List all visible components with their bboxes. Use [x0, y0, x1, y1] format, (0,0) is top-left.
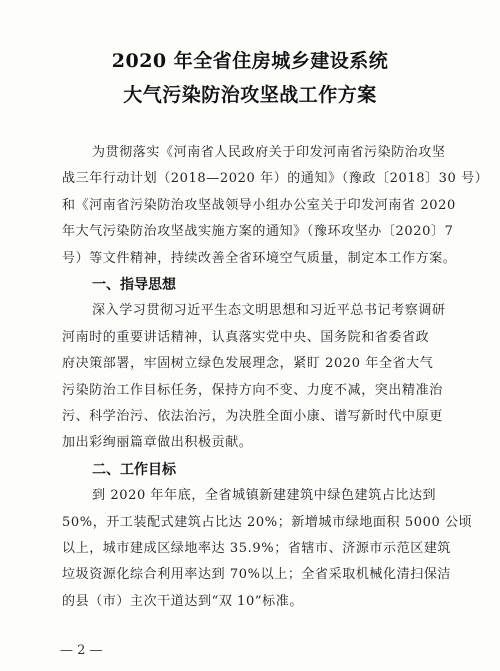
- intro-line-1: 为贯彻落实《河南省人民政府关于印发河南省污染防治攻坚: [92, 145, 446, 160]
- document-title-line-2: 大气污染防治攻坚战工作方案: [123, 84, 377, 106]
- intro-line-4: 年大气污染防治攻坚战实施方案的通知》（豫环攻坚办〔2020〕7: [62, 224, 454, 239]
- section1-line-3: 府决策部署，牢固树立绿色发展理念，紧盯 2020 年全省大气: [62, 356, 434, 371]
- section1-line-1: 深入学习贯彻习近平生态文明思想和习近平总书记考察调研: [92, 303, 446, 318]
- section2-line-1: 到 2020 年年底，全省城镇新建建筑中绿色建筑占比达到: [92, 488, 437, 503]
- section2-line-3: 以上，城市建成区绿地率达 35.9%；省辖市、济源市示范区建筑: [62, 541, 452, 556]
- section1-line-2: 河南时的重要讲话精神，认真落实党中央、国务院和省委省政: [62, 330, 430, 345]
- section-heading-guiding-thought: 一、指导思想: [92, 277, 176, 293]
- page-number: — 2 —: [60, 643, 103, 658]
- section2-line-4: 垃圾资源化综合利用率达到 70%以上；全省采取机械化清扫保洁: [62, 567, 452, 582]
- section2-line-2: 50%，开工装配式建筑占比达 20%；新增城市绿地面积 5000 公顷: [62, 515, 473, 530]
- intro-line-3: 和《河南省污染防治攻坚战领导小组办公室关于印发河南省 2020: [62, 198, 456, 213]
- document-title-line-1: 2020 年全省住房城乡建设系统: [111, 50, 389, 72]
- section-heading-work-objectives: 二、工作目标: [92, 462, 176, 478]
- section1-line-4: 污染防治工作目标任务，保持方向不变、力度不减，突出精准治: [62, 383, 443, 398]
- section1-line-5: 污、科学治污、依法治污，为决胜全面小康、谱写新时代中原更: [62, 409, 443, 424]
- section1-line-6: 加出彩绚丽篇章做出积极贡献。: [62, 435, 253, 450]
- section2-line-5: 的县（市）主次干道达到“双 10”标准。: [62, 594, 303, 609]
- intro-line-2: 战三年行动计划（2018—2020 年）的通知》（豫政〔2018〕30 号）: [62, 171, 489, 186]
- intro-line-5: 号）等文件精神，持续改善全省环境空气质量，制定本工作方案。: [62, 251, 457, 266]
